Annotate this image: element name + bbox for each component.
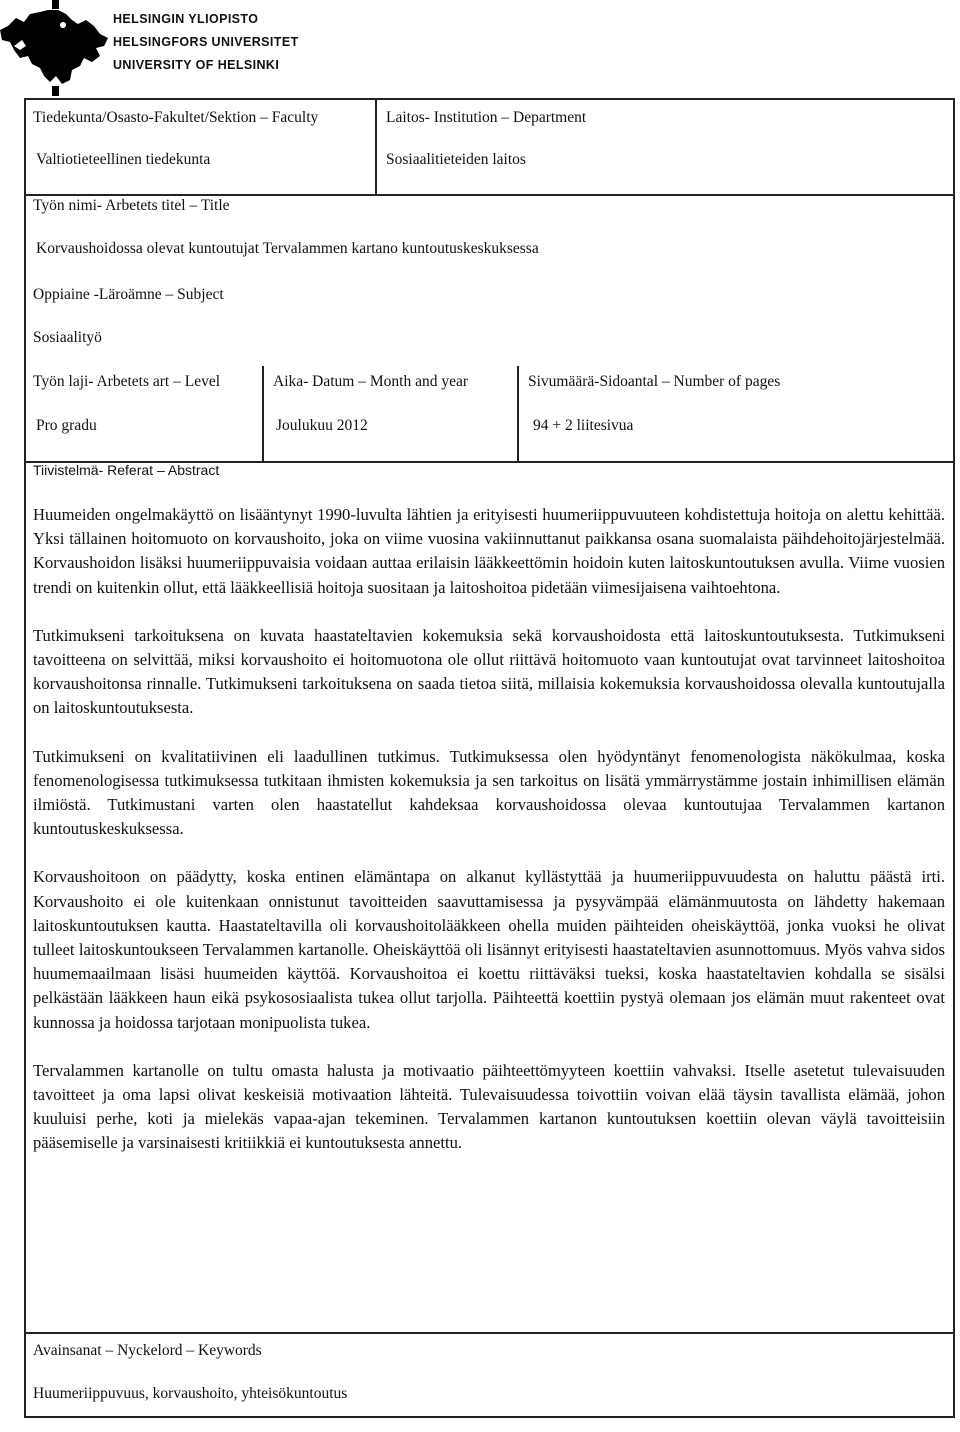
faculty-label: Tiedekunta/Osasto-Fakultet/Sektion – Faculty bbox=[33, 109, 319, 126]
title-value: Korvaushoidossa olevat kuntoutujat Tervalammen kartano kuntoutuskeskuksessa bbox=[36, 240, 539, 257]
divider-faculty-department bbox=[375, 98, 377, 195]
keywords-label: Avainsanat – Nyckelord – Keywords bbox=[33, 1342, 262, 1359]
date-value: Joulukuu 2012 bbox=[276, 417, 368, 434]
title-label: Työn nimi- Arbetets titel – Title bbox=[33, 197, 230, 214]
university-logo-icon bbox=[0, 0, 110, 96]
subject-value: Sosiaalityö bbox=[33, 329, 102, 346]
university-name-finnish: HELSINGIN YLIOPISTO bbox=[113, 12, 259, 26]
abstract-paragraph-3: Tutkimukseni on kvalitatiivinen eli laadullinen tutkimus. Tutkimuksessa olen hyödyntänyt fenomenologista näkökulmaa, koska fenomenologisessa tutkimuksessa tutkitaan ihmisten kokemuksia ja sen tarkoitus on lisätä ymmärrystämme jostain inhimillisen elämän ilmiöstä. Tutkimustani varten olen haastatellut kahdeksaa korvaushoidossa olevaa kuntoutujaa Tervalammen kartanon kuntoutuskeskuksessa. bbox=[33, 746, 945, 839]
university-names bbox=[113, 8, 299, 77]
university-name-swedish: HELSINGFORS UNIVERSITET bbox=[113, 35, 299, 49]
divider-after-faculty-row bbox=[24, 194, 955, 196]
level-value: Pro gradu bbox=[36, 417, 97, 434]
department-value: Sosiaalitieteiden laitos bbox=[386, 151, 526, 168]
department-label: Laitos- Institution – Department bbox=[386, 109, 587, 126]
abstract-paragraph-5: Tervalammen kartanolle on tultu omasta halusta ja motivaatio päihteettömyyteen koettiin vahvaksi. Itselle asetetut tulevaisuuden tavoitteet ja oma lapsi olivat keskeisiä motivaation lähteitä. Tulevaisuudessa toivottiin voivan elää täysin tavallista elämää, johon kuuluisi perhe, koti ja mielekäs vapaa-ajan tekeminen. Tervalammen kartanon kuntoutuksen koettiin olevan väylä tavoitteisiin pääsemiselle ja varsinaisesti kritiikkiä ei kuntoutuksesta annettu. bbox=[33, 1060, 945, 1153]
date-label: Aika- Datum – Month and year bbox=[273, 373, 468, 390]
divider-date-pages bbox=[517, 366, 519, 462]
abstract-paragraph-4: Korvaushoitoon on päädytty, koska entinen elämäntapa on alkanut kyllästyttää ja huumeriippuvuudesta on haluttu päästä irti. Korvaushoito ei ole kuitenkaan onnistunut tavoitteiden saavuttamisessa ja pysyvämpää elämänmuutosta on lähdetty hakemaan laitoskuntoutuksen kautta. Haastateltavilla oli korvaushoitolääkkeen ohella muiden päihteiden oheiskäyttöä, jonka vuoksi he olivat tulleet laitoskuntoukseen Tervalammen kartanolle. Oheiskäyttöä oli lisännyt erityisesti haastateltavien asunnottomuus. Myös vahva sidos huumemaailmaan lisäsi huumeiden käyttöä. Korvaushoitoa ei koettu riittäväksi tueksi, koska haastateltavien kohdalla se sisälsi pelkästään lääkkeen haun eikä psykososiaalista tukea ollut tarjolla. Päihteettä koettiin pystyä olemaan jos elämän muut rakenteet ovat kunnossa ja hoidossa tarjotaan monipuolista tukea. bbox=[33, 867, 945, 1032]
divider-level-date bbox=[262, 366, 264, 462]
faculty-value: Valtiotieteellinen tiedekunta bbox=[36, 151, 211, 168]
divider-before-keywords bbox=[24, 1332, 955, 1334]
keywords-value: Huumeriippuvuus, korvaushoito, yhteisökuntoutus bbox=[33, 1385, 348, 1402]
abstract-paragraph-2: Tutkimukseni tarkoituksena on kuvata haastateltavien kokemuksia sekä korvaushoidosta että laitoskuntoutuksesta. Tutkimukseni tavoitteena on selvittää, miksi korvaushoito ei hoitomuotona ole ollut riittävä hoitomuoto vaan kuntoutujat ovat tarvinneet laitoshoitoa korvaushoitonsa rinnalle. Tutkimukseni tarkoituksena on saada tietoa siitä, millaisia kokemuksia korvaushoidossa olevalla kuntoutujalla on laitoskuntoutuksesta. bbox=[33, 625, 945, 718]
university-name-english: UNIVERSITY OF HELSINKI bbox=[113, 58, 280, 72]
abstract-paragraph-1: Huumeiden ongelmakäyttö on lisääntynyt 1990-luvulta lähtien ja erityisesti huumeriippuvuuteen kohdistettuja hoitoja on alettu kehittää. Yksi tällainen hoitomuoto on korvaushoito, joka on viime vuosina vakiinnuttanut paikkansa osana suomalaista päihdehoitojärjestelmää. Korvaushoidon lisäksi huumeriippuvaisia voidaan auttaa erilaisin lääkkeettömin hoidoin kuten laitoskuntoutuksen avulla. Viime vuosien trendi on kuitenkin ollut, että lääkkeellisiä hoitoja suositaan ja laitoshoitoa pidetään viimesijaisena vaihtoehtona. bbox=[33, 505, 945, 597]
level-label: Työn laji- Arbetets art – Level bbox=[33, 373, 221, 390]
subject-label: Oppiaine -Läroämne – Subject bbox=[33, 286, 224, 303]
pages-label: Sivumäärä-Sidoantal – Number of pages bbox=[528, 373, 781, 390]
pages-value: 94 + 2 liitesivua bbox=[533, 417, 634, 434]
abstract-body bbox=[33, 503, 945, 1156]
abstract-label: Tiivistelmä- Referat – Abstract bbox=[33, 462, 220, 478]
